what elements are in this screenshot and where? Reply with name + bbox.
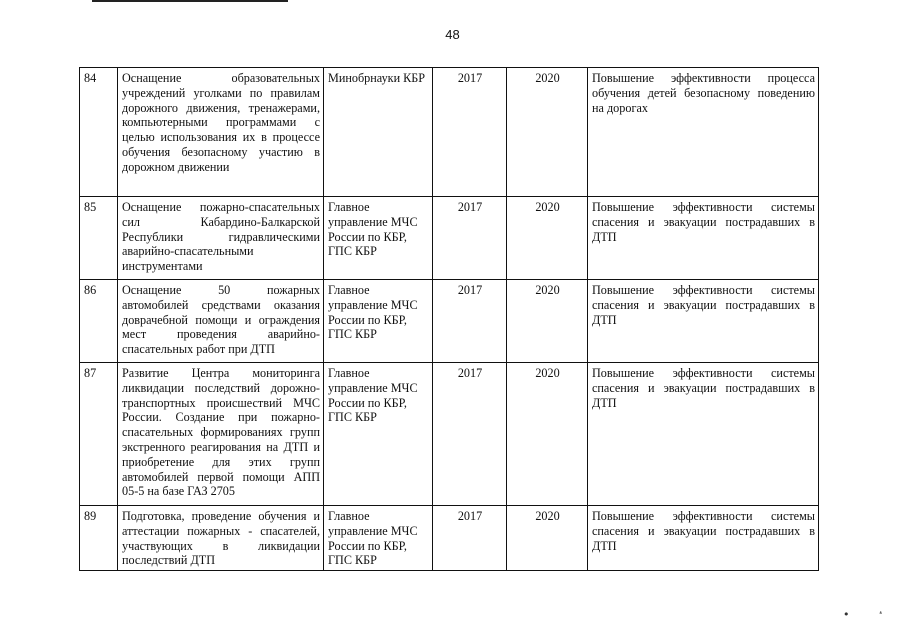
end-year: 2020 (507, 363, 588, 506)
responsible-organization: Главное управление МЧС России по КБР, ГПС КБР (324, 363, 433, 506)
start-year: 2017 (433, 68, 507, 197)
measure-description: Развитие Центра мониторинга ликвидации последствий дорожно-транспортных происшествий МЧС России. Создание при пожарно-спасательных формированиях групп экстренного реагирования на ДТП и приобретение для этих групп автомобилей первой помощи АПП 05-5 на базе ГАЗ 2705 (118, 363, 324, 506)
table-row (80, 197, 819, 280)
row-number: 89 (80, 506, 118, 571)
start-year: 2017 (433, 363, 507, 506)
measures-table (79, 67, 819, 571)
responsible-organization: Главное управление МЧС России по КБР, ГПС КБР (324, 280, 433, 363)
expected-result: Повышение эффективности системы спасения и эвакуации пострадавших в ДТП (588, 506, 819, 571)
start-year: 2017 (433, 197, 507, 280)
table-row (80, 280, 819, 363)
expected-result: Повышение эффективности системы спасения и эвакуации пострадавших в ДТП (588, 197, 819, 280)
measure-description: Оснащение 50 пожарных автомобилей средствами оказания доврачебной помощи и ограждения мест проведения аварийно-спасательных работ при ДТП (118, 280, 324, 363)
measure-description: Оснащение пожарно-спасательных сил Кабардино-Балкарской Республики гидравлическими аварийно-спасательными инструментами (118, 197, 324, 280)
top-rule-divider (92, 0, 288, 5)
scan-artifact-icon: ˔ (878, 606, 884, 619)
row-number: 84 (80, 68, 118, 197)
start-year: 2017 (433, 506, 507, 571)
start-year: 2017 (433, 280, 507, 363)
row-number: 85 (80, 197, 118, 280)
end-year: 2020 (507, 506, 588, 571)
row-number: 87 (80, 363, 118, 506)
scan-artifact-icon: • (843, 608, 850, 621)
table-row (80, 68, 819, 197)
table-row (80, 363, 819, 506)
row-number: 86 (80, 280, 118, 363)
expected-result: Повышение эффективности системы спасения и эвакуации пострадавших в ДТП (588, 363, 819, 506)
responsible-organization: Главное управление МЧС России по КБР, ГПС КБР (324, 506, 433, 571)
end-year: 2020 (507, 280, 588, 363)
responsible-organization: Главное управление МЧС России по КБР, ГПС КБР (324, 197, 433, 280)
responsible-organization: Минобрнауки КБР (324, 68, 433, 197)
measure-description: Оснащение образовательных учреждений уголками по правилам дорожного движения, тренажерами, компьютерными программами с целью использования их в процессе обучения безопасному участию в дорожном движении (118, 68, 324, 197)
measure-description: Подготовка, проведение обучения и аттестации пожарных - спасателей, участвующих в ликвидации последствий ДТП (118, 506, 324, 571)
page-number: 48 (445, 27, 460, 42)
expected-result: Повышение эффективности процесса обучения детей безопасному поведению на дорогах (588, 68, 819, 197)
end-year: 2020 (507, 68, 588, 197)
table-row (80, 506, 819, 571)
expected-result: Повышение эффективности системы спасения и эвакуации пострадавших в ДТП (588, 280, 819, 363)
end-year: 2020 (507, 197, 588, 280)
